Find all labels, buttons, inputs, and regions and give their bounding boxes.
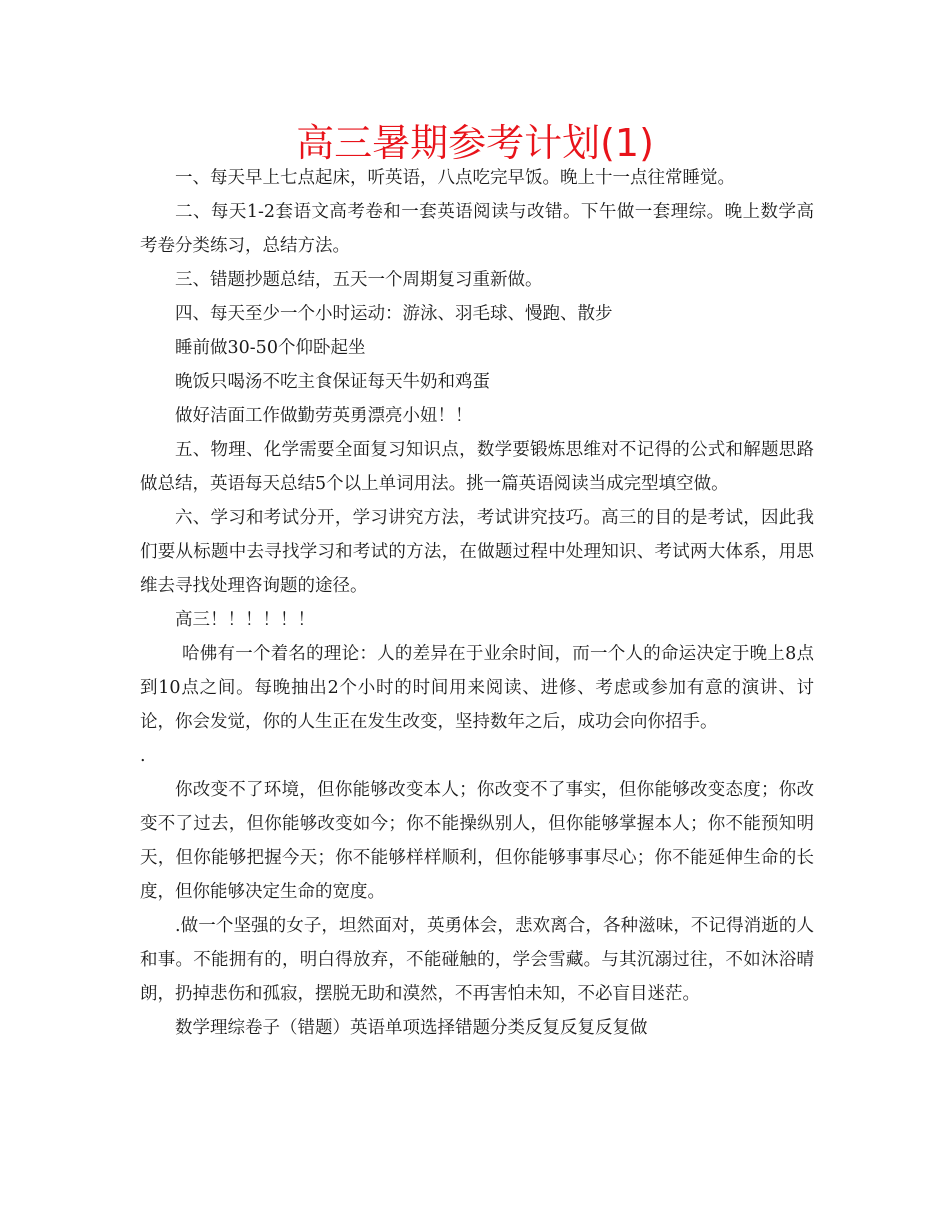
paragraph-4: 四、每天至少一个小时运动：游泳、羽毛球、慢跑、散步 [175,304,613,324]
paragraph-13: .做一个坚强的女子，坦然面对，英勇体会，悲欢离合，各种滋味，不记得消逝的人和事。不能拥有的，明白得放弃，不能碰触的，学会雪藏。与其沉溺过往，不如沐浴晴朗，扔掉悲伤和孤寂，摆脱无助和漠然，不再害怕未知，不必盲目迷茫。 [140,916,814,1004]
paragraph-14: 数学理综卷子（错题）英语单项选择错题分类反复反复反复做 [175,1018,648,1038]
paragraph-separator: . [140,746,146,766]
document-body [140,161,814,1045]
paragraph-3: 三、错题抄题总结，五天一个周期复习重新做。 [175,270,543,290]
paragraph-12: 你改变不了环境，但你能够改变本人；你改变不了事实，但你能够改变态度；你改变不了过去，但你能够改变如今；你不能操纵别人，但你能够掌握本人；你不能预知明天，但你能够把握今天；你不能够样样顺利，但你能够事事尽心；你不能延伸生命的长度，但你能够决定生命的宽度。 [140,780,814,902]
paragraph-8: 五、物理、化学需要全面复习知识点，数学要锻炼思维对不记得的公式和解题思路做总结，英语每天总结5个以上单词用法。挑一篇英语阅读当成完型填空做。 [140,440,814,494]
paragraph-9: 六、学习和考试分开，学习讲究方法，考试讲究技巧。高三的目的是考试，因此我们要从标题中去寻找学习和考试的方法，在做题过程中处理知识、考试两大体系，用思维去寻找处理咨询题的途径。 [140,508,814,596]
paragraph-1: 一、每天早上七点起床，听英语，八点吃完早饭。晚上十一点往常睡觉。 [175,168,735,188]
paragraph-2: 二、每天1-2套语文高考卷和一套英语阅读与改错。下午做一套理综。晚上数学高考卷分类练习，总结方法。 [140,202,814,256]
paragraph-5: 睡前做30-50个仰卧起坐 [175,338,366,358]
paragraph-7: 做好洁面工作做勤劳英勇漂亮小妞！！ [175,406,473,426]
paragraph-10: 高三！！！！！！ [175,610,315,630]
paragraph-11: 哈佛有一个着名的理论：人的差异在于业余时间，而一个人的命运决定于晚上8点到10点之间。每晚抽出2个小时的时间用来阅读、进修、考虑或参加有意的演讲、讨论，你会发觉，你的人生正在发生改变，坚持数年之后，成功会向你招手。 [140,644,814,732]
page-title: 高三暑期参考计划(1) [296,121,654,165]
paragraph-6: 晚饭只喝汤不吃主食保证每天牛奶和鸡蛋 [175,372,490,392]
